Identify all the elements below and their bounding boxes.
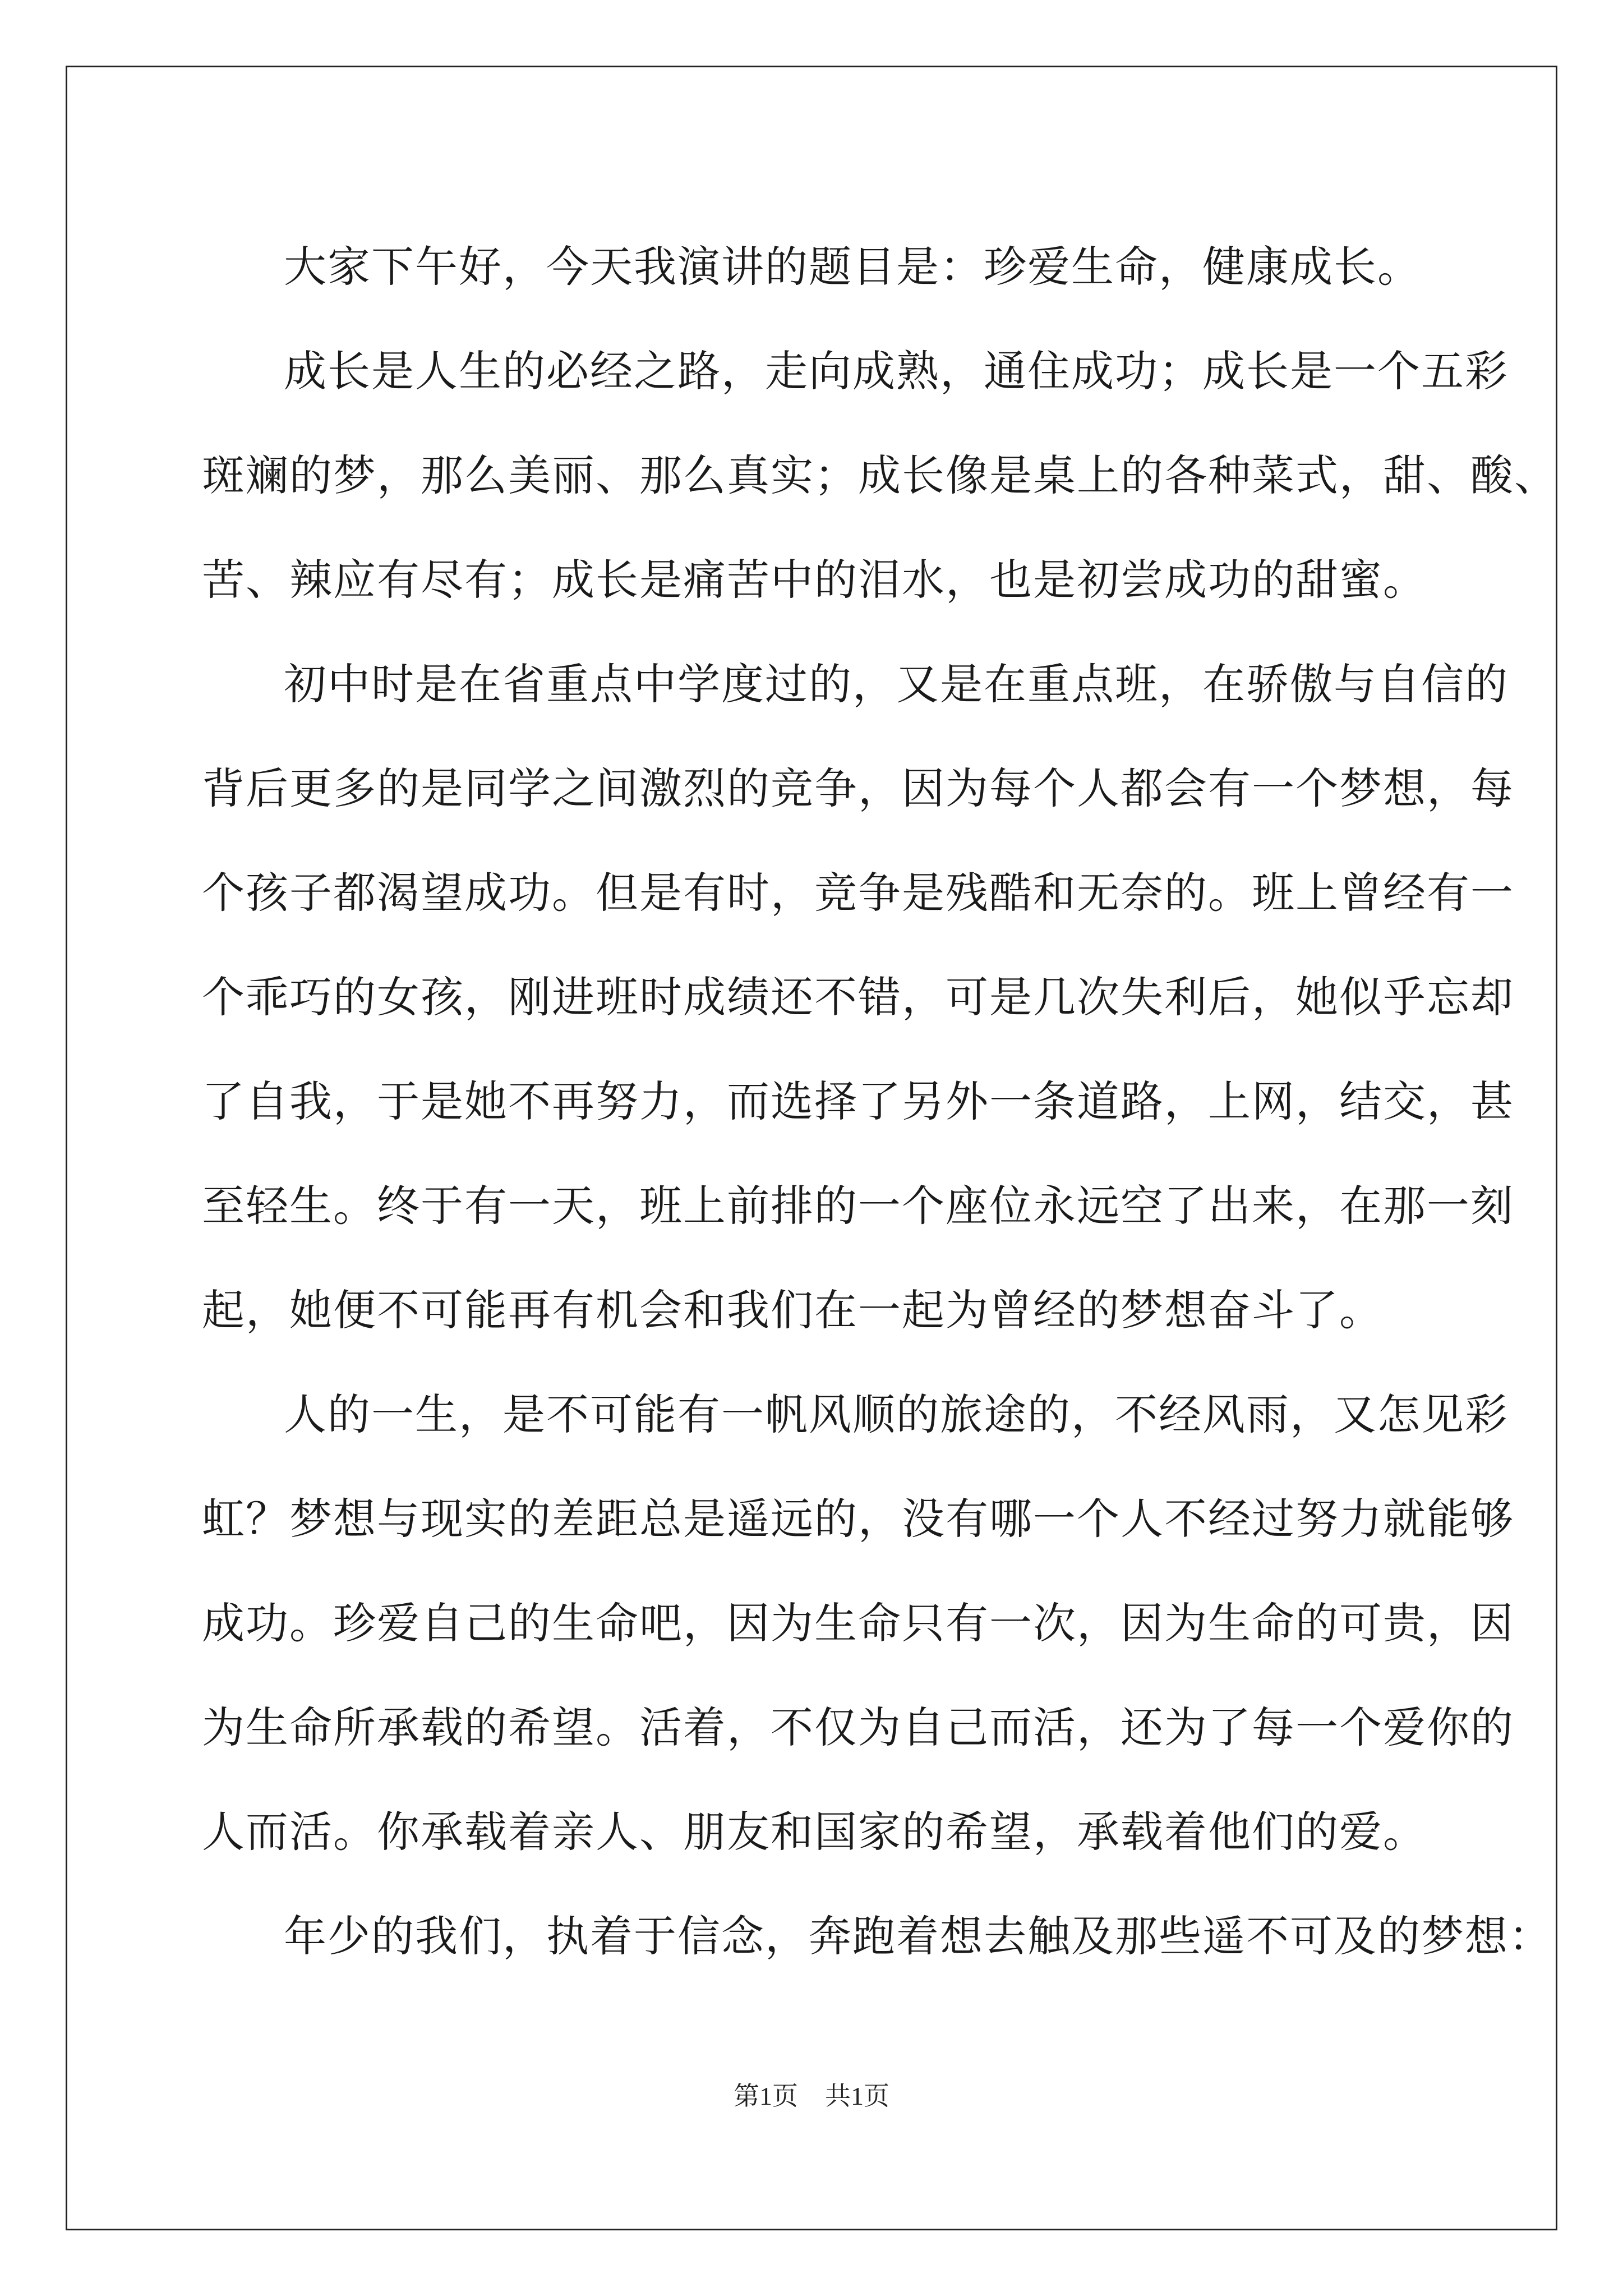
page-number-total: 共1页: [825, 2082, 889, 2110]
text-line: 人而活。你承载着亲人、朋友和国家的希望，承载着他们的爱。: [202, 1807, 1427, 1857]
document-body: [202, 215, 1558, 1989]
text-line: 了自我，于是她不再努力，而选择了另外一条道路，上网，结交，甚: [202, 1076, 1514, 1126]
text-line: 大家下午好，今天我演讲的题目是：珍爱生命，健康成长。: [284, 242, 1421, 292]
text-line: 个孩子都渴望成功。但是有时，竞争是残酷和无奈的。班上曾经有一: [202, 868, 1514, 918]
text-line: 虹？梦想与现实的差距总是遥远的，没有哪一个人不经过努力就能够: [202, 1494, 1514, 1544]
text-line: 至轻生。终于有一天，班上前排的一个座位永远空了出来，在那一刻: [202, 1181, 1514, 1231]
text-line: 成功。珍爱自己的生命吧，因为生命只有一次，因为生命的可贵，因: [202, 1598, 1514, 1648]
text-line: 背后更多的是同学之间激烈的竞争，因为每个人都会有一个梦想，每: [202, 763, 1514, 813]
page-footer: [0, 2076, 1623, 2113]
text-line: 苦、辣应有尽有；成长是痛苦中的泪水，也是初尝成功的甜蜜。: [202, 555, 1427, 605]
text-line: 起，她便不可能再有机会和我们在一起为曾经的梦想奋斗了。: [202, 1285, 1383, 1335]
text-line: 人的一生，是不可能有一帆风顺的旅途的，不经风雨，又怎见彩: [284, 1389, 1509, 1439]
text-line: 为生命所承载的希望。活着，不仅为自己而活，还为了每一个爱你的: [202, 1703, 1514, 1752]
text-line: 成长是人生的必经之路，走向成熟，通住成功；成长是一个五彩: [284, 346, 1509, 396]
text-line: 年少的我们，执着于信念，奔跑着想去触及那些遥不可及的梦想：: [284, 1911, 1552, 1961]
text-line: 初中时是在省重点中学度过的，又是在重点班，在骄傲与自信的: [284, 659, 1509, 709]
page-number-current: 第1页: [734, 2082, 798, 2110]
text-line: 个乖巧的女孩，刚进班时成绩还不错，可是几次失利后，她似乎忘却: [202, 972, 1514, 1022]
text-line: 斑斓的梦，那么美丽、那么真实；成长像是桌上的各种菜式，甜、酸、: [202, 450, 1558, 500]
